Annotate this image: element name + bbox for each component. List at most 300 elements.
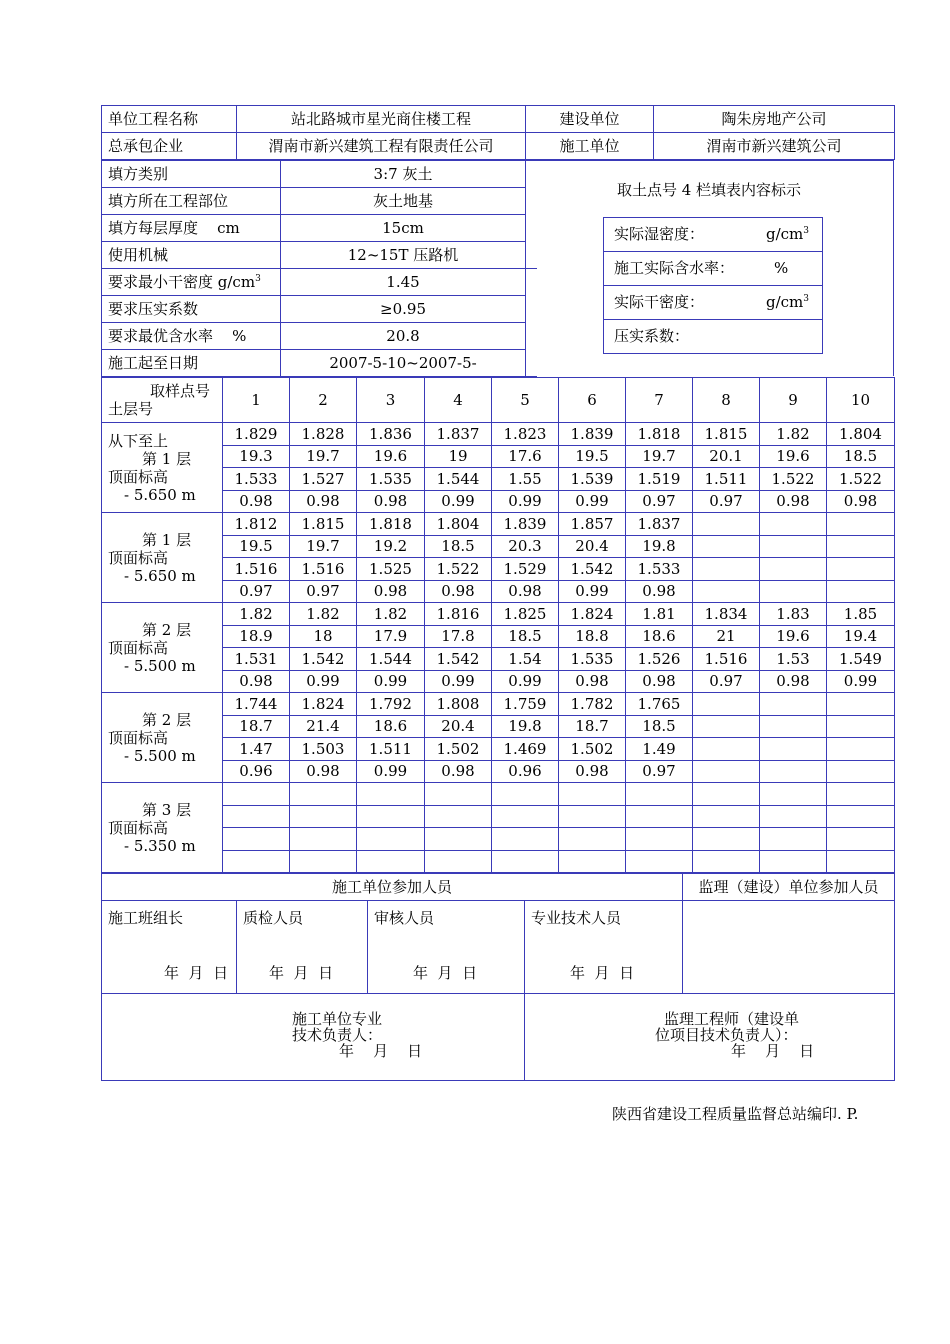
- data-cell: 0.99: [492, 670, 559, 693]
- data-cell: 1.549: [827, 648, 895, 671]
- data-cell: [827, 558, 895, 581]
- data-cell: [290, 805, 357, 828]
- corner-top: 取样点号: [150, 382, 211, 400]
- data-cell: 19.7: [290, 445, 357, 468]
- layer-label: [102, 693, 223, 783]
- legend-wet-density: [604, 218, 822, 252]
- data-cell: 21: [693, 625, 760, 648]
- data-cell: [827, 693, 895, 716]
- legend-unit: [766, 286, 809, 319]
- data-cell: 0.97: [693, 670, 760, 693]
- data-cell: [357, 805, 425, 828]
- role-label: 质检人员: [243, 909, 304, 927]
- data-cell: [693, 693, 760, 716]
- table-row: [102, 603, 895, 626]
- data-cell: 0.98: [425, 580, 492, 603]
- engineer-text: [655, 1011, 814, 1059]
- layer-thickness-label: 填方每层厚度 cm: [102, 215, 281, 242]
- data-cell: 1.804: [827, 423, 895, 446]
- builder: 陶朱房地产公司: [654, 106, 895, 133]
- legend-row-label: 实际干密度：: [614, 293, 705, 311]
- superscript-3: 3: [255, 274, 261, 284]
- data-cell: 0.98: [223, 670, 290, 693]
- tech-lead-text: [292, 1011, 422, 1059]
- data-cell: 1.82: [760, 423, 827, 446]
- table-row: [102, 693, 895, 716]
- layer-label: [102, 513, 223, 603]
- layer-thickness: 15cm: [281, 215, 526, 242]
- role-label: 专业技术人员: [531, 909, 622, 927]
- data-cell: 18.5: [827, 445, 895, 468]
- data-cell: 1.469: [492, 738, 559, 761]
- data-cell: 0.98: [425, 760, 492, 783]
- col-header: 3: [357, 378, 425, 423]
- data-cell: 18.7: [223, 715, 290, 738]
- table-row: [102, 513, 895, 536]
- data-cell: 1.815: [693, 423, 760, 446]
- data-cell: [827, 738, 895, 761]
- data-cell: 1.542: [425, 648, 492, 671]
- data-cell: 1.836: [357, 423, 425, 446]
- legend-unit-text: g/cm: [766, 293, 804, 311]
- layer-label-line: 从下至上: [108, 431, 169, 450]
- data-cell: 18.6: [357, 715, 425, 738]
- data-cell: 1.828: [290, 423, 357, 446]
- data-cell: 19.5: [223, 535, 290, 558]
- data-cell: [492, 783, 559, 806]
- role-label: 审核人员: [374, 909, 435, 927]
- data-cell: 18: [290, 625, 357, 648]
- data-cell: 1.825: [492, 603, 559, 626]
- layer-label: [102, 423, 223, 513]
- date-range-label: 施工起至日期: [102, 350, 281, 377]
- data-cell: [693, 558, 760, 581]
- legend-unit-text: g/cm: [766, 225, 804, 243]
- col-header: 2: [290, 378, 357, 423]
- date-range: 2007-5-10~2007-5-: [281, 350, 526, 377]
- col-header: 8: [693, 378, 760, 423]
- data-cell: 1.857: [559, 513, 626, 536]
- data-cell: 1.511: [357, 738, 425, 761]
- data-cell: 0.98: [223, 490, 290, 513]
- data-cell: [693, 805, 760, 828]
- data-cell: [693, 580, 760, 603]
- contractor-label: 总承包企业: [102, 133, 237, 160]
- data-cell: 19.4: [827, 625, 895, 648]
- sign-team-leader[interactable]: [102, 901, 237, 994]
- data-cell: 1.824: [559, 603, 626, 626]
- data-cell: 1.808: [425, 693, 492, 716]
- data-cell: 18.5: [626, 715, 693, 738]
- data-cell: 20.3: [492, 535, 559, 558]
- corner-bottom: 土层号: [108, 400, 154, 418]
- data-cell: [223, 783, 290, 806]
- data-cell: 0.98: [559, 760, 626, 783]
- data-cell: [827, 535, 895, 558]
- sign-table: [101, 873, 895, 1081]
- data-cell: 1.535: [559, 648, 626, 671]
- water-content-label: 要求最优含水率 %: [102, 323, 281, 350]
- data-cell: 1.525: [357, 558, 425, 581]
- data-cell: [760, 760, 827, 783]
- sign-supervision[interactable]: [683, 901, 895, 994]
- col-header: 6: [559, 378, 626, 423]
- data-cell: 20.4: [559, 535, 626, 558]
- data-cell: 18.7: [559, 715, 626, 738]
- data-cell: 19.7: [290, 535, 357, 558]
- data-cell: [760, 580, 827, 603]
- data-cell: [357, 828, 425, 851]
- data-cell: 19.2: [357, 535, 425, 558]
- data-cell: [223, 805, 290, 828]
- layer-label-line: 顶面标高: [108, 467, 169, 486]
- data-cell: 1.53: [760, 648, 827, 671]
- legend-area: [525, 160, 894, 376]
- data-cell: 1.824: [290, 693, 357, 716]
- superscript-3: 3: [803, 226, 810, 236]
- layer-label-line: 第 1 层: [142, 530, 192, 549]
- compaction: ≥0.95: [281, 296, 526, 323]
- data-cell: 1.502: [559, 738, 626, 761]
- footer: 陕西省建设工程质量监督总站编印. P.: [612, 1105, 859, 1123]
- data-cell: 1.522: [827, 468, 895, 491]
- data-cell: 1.839: [559, 423, 626, 446]
- table-row: [102, 423, 895, 446]
- project-name: 站北路城市星光商住楼工程: [237, 106, 526, 133]
- data-cell: 0.99: [559, 580, 626, 603]
- data-cell: [827, 760, 895, 783]
- data-cell: 1.83: [760, 603, 827, 626]
- date-field: 年 月 日: [413, 964, 478, 982]
- compaction-label: 要求压实系数: [102, 296, 281, 323]
- data-cell: [693, 513, 760, 536]
- data-cell: 1.55: [492, 468, 559, 491]
- data-cell: 0.99: [425, 670, 492, 693]
- data-cell: 21.4: [290, 715, 357, 738]
- data-cell: 0.99: [827, 670, 895, 693]
- inspection-form: [101, 105, 894, 1081]
- data-cell: 1.542: [559, 558, 626, 581]
- data-cell: [760, 558, 827, 581]
- col-header: 1: [223, 378, 290, 423]
- data-cell: 0.99: [357, 760, 425, 783]
- data-cell: 0.98: [760, 670, 827, 693]
- builder-label: 建设单位: [526, 106, 654, 133]
- data-cell: 1.535: [357, 468, 425, 491]
- data-cell: 1.812: [223, 513, 290, 536]
- data-cell: 1.744: [223, 693, 290, 716]
- data-cell: [760, 805, 827, 828]
- data-cell: [693, 535, 760, 558]
- data-cell: 1.47: [223, 738, 290, 761]
- min-density-text: 要求最小干密度 g/cm: [108, 273, 256, 291]
- data-cell: 0.96: [223, 760, 290, 783]
- engineer-line: 位项目技术负责人）：: [655, 1026, 798, 1044]
- fill-type-label: 填方类别: [102, 161, 281, 188]
- data-cell: [760, 513, 827, 536]
- data-cell: 1.837: [626, 513, 693, 536]
- construction-label: 施工单位: [526, 133, 654, 160]
- data-cell: 19.6: [357, 445, 425, 468]
- tick-mark: [525, 376, 537, 377]
- layer-label: [102, 783, 223, 873]
- data-cell: [760, 715, 827, 738]
- data-cell: 0.99: [425, 490, 492, 513]
- data-cell: 19.8: [492, 715, 559, 738]
- legend-unit: [766, 218, 809, 251]
- layer-label-line: - 5.500 m: [124, 746, 196, 765]
- data-cell: [559, 805, 626, 828]
- data-cell: [492, 805, 559, 828]
- sign-qc[interactable]: [237, 901, 368, 994]
- data-cell: [492, 850, 559, 873]
- data-cell: 1.81: [626, 603, 693, 626]
- data-cell: 1.529: [492, 558, 559, 581]
- data-cell: [626, 783, 693, 806]
- layer-label-line: 第 1 层: [142, 449, 192, 468]
- data-cell: 19: [425, 445, 492, 468]
- data-cell: 1.539: [559, 468, 626, 491]
- data-cell: 1.82: [357, 603, 425, 626]
- data-cell: 1.503: [290, 738, 357, 761]
- data-cell: 0.98: [290, 760, 357, 783]
- data-cell: 0.98: [492, 580, 559, 603]
- data-cell: 1.49: [626, 738, 693, 761]
- layer-label-line: - 5.650 m: [124, 566, 196, 585]
- data-cell: [693, 715, 760, 738]
- data-cell: [290, 850, 357, 873]
- data-cell: 18.6: [626, 625, 693, 648]
- data-cell: 0.96: [492, 760, 559, 783]
- data-cell: 1.516: [693, 648, 760, 671]
- data-cell: 0.97: [626, 490, 693, 513]
- data-cell: [827, 805, 895, 828]
- data-cell: 19.5: [559, 445, 626, 468]
- data-cell: 1.829: [223, 423, 290, 446]
- data-cell: 0.99: [357, 670, 425, 693]
- date-field: 年 月 日: [269, 964, 334, 982]
- data-cell: 18.5: [425, 535, 492, 558]
- layer-label-line: 第 3 层: [142, 800, 192, 819]
- data-cell: [693, 828, 760, 851]
- layer-label-line: - 5.350 m: [124, 836, 196, 855]
- data-cell: [559, 783, 626, 806]
- layer-label-line: 第 2 层: [142, 620, 192, 639]
- info-block: [101, 160, 894, 377]
- data-cell: 1.837: [425, 423, 492, 446]
- data-cell: [827, 715, 895, 738]
- date-field: 年 月 日: [731, 1042, 815, 1060]
- data-cell: 0.97: [626, 760, 693, 783]
- data-cell: [425, 850, 492, 873]
- data-cell: 0.99: [559, 490, 626, 513]
- col-header: 7: [626, 378, 693, 423]
- gap: [890, 241, 891, 269]
- layer-label-line: 第 2 层: [142, 710, 192, 729]
- data-cell: [425, 805, 492, 828]
- layer-label-line: - 5.650 m: [124, 485, 196, 504]
- legend-unit: %: [774, 259, 789, 277]
- date-field: 年 月 日: [164, 964, 229, 982]
- fill-location-label: 填方所在工程部位: [102, 188, 281, 215]
- data-cell: 1.54: [492, 648, 559, 671]
- layer-label-line: 顶面标高: [108, 728, 169, 747]
- data-cell: 17.9: [357, 625, 425, 648]
- data-cell: 0.99: [290, 670, 357, 693]
- data-cell: 0.98: [559, 670, 626, 693]
- data-cell: 1.542: [290, 648, 357, 671]
- tick-mark: [525, 268, 537, 269]
- data-cell: 1.522: [425, 558, 492, 581]
- data-cell: 1.527: [290, 468, 357, 491]
- data-cell: 0.98: [357, 580, 425, 603]
- data-cell: 0.99: [492, 490, 559, 513]
- construction: 渭南市新兴建筑公司: [654, 133, 895, 160]
- data-cell: 1.85: [827, 603, 895, 626]
- engineer-line: 监理工程师（建设单: [664, 1010, 800, 1028]
- role-label: 施工班组长: [108, 909, 184, 927]
- data-cell: [626, 805, 693, 828]
- data-cell: [626, 850, 693, 873]
- legend-title: 取土点号 4 栏填表内容标示: [616, 181, 802, 199]
- table-row: [102, 783, 895, 806]
- data-cell: [760, 783, 827, 806]
- data-cell: [827, 513, 895, 536]
- data-cell: 1.544: [357, 648, 425, 671]
- data-cell: 1.544: [425, 468, 492, 491]
- data-cell: [290, 828, 357, 851]
- col-header: 5: [492, 378, 559, 423]
- data-cell: 17.6: [492, 445, 559, 468]
- tech-lead-sign[interactable]: [102, 994, 525, 1081]
- data-cell: [693, 738, 760, 761]
- data-cell: [693, 760, 760, 783]
- data-cell: [357, 850, 425, 873]
- layer-label-line: - 5.500 m: [124, 656, 196, 675]
- data-cell: 19.8: [626, 535, 693, 558]
- data-cell: 0.98: [290, 490, 357, 513]
- data-cell: 1.82: [223, 603, 290, 626]
- data-cell: 0.98: [760, 490, 827, 513]
- fill-type: 3:7 灰土: [281, 161, 526, 188]
- date-field: 年 月 日: [339, 1042, 423, 1060]
- col-header: 4: [425, 378, 492, 423]
- data-cell: [827, 828, 895, 851]
- data-cell: 1.533: [223, 468, 290, 491]
- data-cell: 0.98: [626, 580, 693, 603]
- data-cell: 17.8: [425, 625, 492, 648]
- date-field: 年 月 日: [570, 964, 635, 982]
- header-table: [101, 105, 895, 160]
- data-cell: [760, 738, 827, 761]
- data-cell: 1.815: [290, 513, 357, 536]
- data-cell: 0.97: [290, 580, 357, 603]
- data-cell: 1.533: [626, 558, 693, 581]
- fill-location: 灰土地基: [281, 188, 526, 215]
- data-cell: 0.98: [357, 490, 425, 513]
- data-cell: 1.82: [290, 603, 357, 626]
- contractor: 渭南市新兴建筑工程有限责任公司: [237, 133, 526, 160]
- min-density-label: [102, 269, 281, 296]
- data-cell: [559, 850, 626, 873]
- data-cell: 1.502: [425, 738, 492, 761]
- project-name-label: 单位工程名称: [102, 106, 237, 133]
- construction-people: 施工单位参加人员: [102, 874, 683, 901]
- legend-row-label: 压实系数：: [614, 327, 690, 345]
- data-cell: 20.1: [693, 445, 760, 468]
- data-cell: 1.804: [425, 513, 492, 536]
- legend-box: [603, 217, 823, 354]
- data-cell: [760, 850, 827, 873]
- legend-compaction: [604, 320, 822, 353]
- data-cell: 1.782: [559, 693, 626, 716]
- data-cell: [425, 783, 492, 806]
- machine-label: 使用机械: [102, 242, 281, 269]
- data-cell: [223, 828, 290, 851]
- data-cell: 1.522: [760, 468, 827, 491]
- grid-corner: [102, 378, 223, 423]
- data-cell: 18.8: [559, 625, 626, 648]
- sample-grid: [101, 377, 895, 873]
- data-cell: 19.6: [760, 445, 827, 468]
- data-cell: 1.823: [492, 423, 559, 446]
- data-cell: 18.5: [492, 625, 559, 648]
- min-density: 1.45: [281, 269, 526, 296]
- data-cell: [693, 850, 760, 873]
- data-cell: 1.765: [626, 693, 693, 716]
- info-table: [101, 160, 526, 377]
- layer-label: [102, 603, 223, 693]
- data-cell: 18.9: [223, 625, 290, 648]
- data-cell: 1.816: [425, 603, 492, 626]
- data-cell: 1.526: [626, 648, 693, 671]
- data-cell: 1.511: [693, 468, 760, 491]
- machine: 12~15T 压路机: [281, 242, 526, 269]
- supervision-people: 监理（建设）单位参加人员: [683, 874, 895, 901]
- layer-label-line: 顶面标高: [108, 638, 169, 657]
- tech-lead-line: 施工单位专业: [292, 1010, 383, 1028]
- water-content: 20.8: [281, 323, 526, 350]
- superscript-3: 3: [803, 294, 810, 304]
- data-cell: 1.531: [223, 648, 290, 671]
- data-cell: [357, 783, 425, 806]
- legend-dry-density: [604, 286, 822, 320]
- sign-technician[interactable]: [525, 901, 683, 994]
- sign-reviewer[interactable]: [368, 901, 525, 994]
- data-cell: [626, 828, 693, 851]
- data-cell: 1.839: [492, 513, 559, 536]
- engineer-sign[interactable]: [525, 994, 895, 1081]
- legend-row-label: 实际湿密度：: [614, 225, 705, 243]
- layer-label-line: 顶面标高: [108, 548, 169, 567]
- data-cell: [559, 828, 626, 851]
- data-cell: [760, 535, 827, 558]
- data-cell: 1.834: [693, 603, 760, 626]
- data-cell: 0.97: [223, 580, 290, 603]
- data-cell: 19.7: [626, 445, 693, 468]
- col-header: 9: [760, 378, 827, 423]
- data-cell: 1.516: [223, 558, 290, 581]
- data-cell: [290, 783, 357, 806]
- legend-row-label: 施工实际含水率：: [614, 259, 735, 277]
- data-cell: [760, 693, 827, 716]
- data-cell: [693, 783, 760, 806]
- layer-label-line: 顶面标高: [108, 818, 169, 837]
- data-cell: [760, 828, 827, 851]
- data-cell: [827, 580, 895, 603]
- tech-lead-line: 技术负责人：: [292, 1026, 383, 1044]
- data-cell: 1.759: [492, 693, 559, 716]
